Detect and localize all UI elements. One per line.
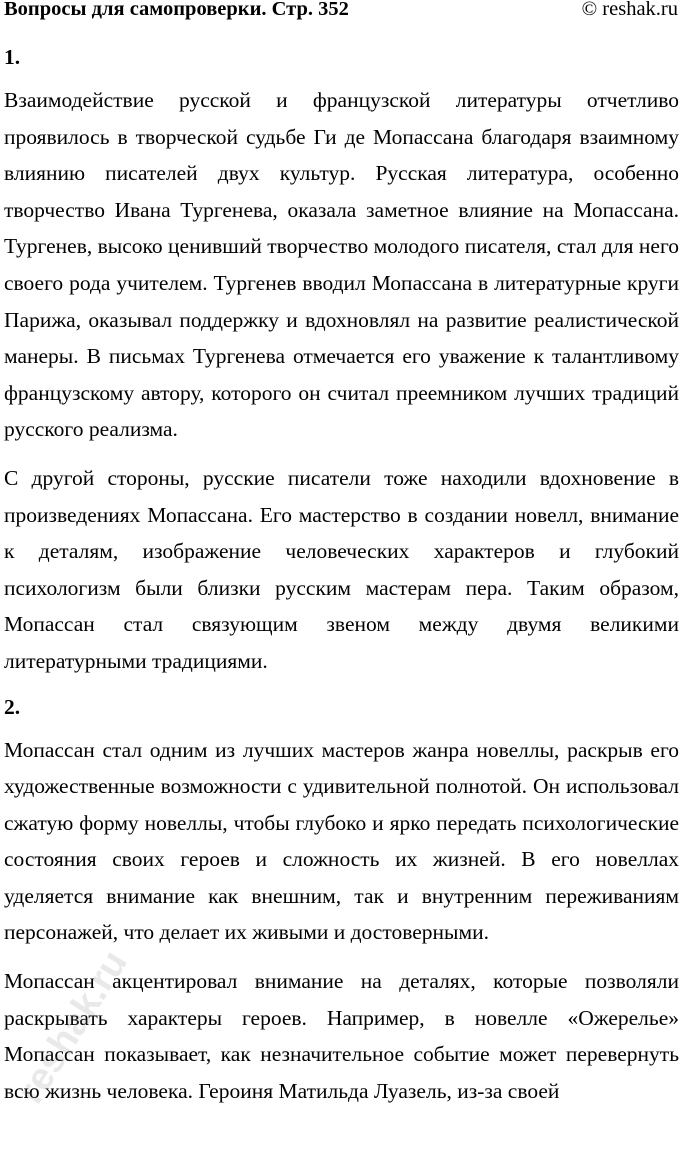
- page-header: [4, 0, 678, 30]
- question-section: [4, 692, 679, 1110]
- page-title: Вопросы для самопроверки. Стр. 352: [4, 0, 349, 20]
- answer-paragraph: С другой стороны, русские писатели тоже находили вдохновение в произведениях Мопассана. Его мастерство в создании новелл, внимание к деталям, изображение человеческих характеров и глубокий психологизм были близки русским мастерам пера. Таким образом, Мопассан стал связующим звеном между двумя великими литературными традициями.: [4, 465, 679, 673]
- question-number: 2.: [4, 694, 21, 719]
- answer-paragraph: Мопассан стал одним из лучших мастеров жанра новеллы, раскрыв его художественные возможности с удивительной полнотой. Он использовал сжатую форму новеллы, чтобы глубоко и ярко передать психологические состояния своих героев и сложность их жизней. В его новеллах уделяется внимание как внешним, так и внутренним переживаниям персонажей, что делает их живыми и достоверными.: [4, 737, 679, 945]
- answer-paragraph: Взаимодействие русской и французской литературы отчетливо проявилось в творческой судьбе Ги де Мопассана благодаря взаимному влиянию писателей двух культур. Русская литература, особенно творчество Ивана Тургенева, оказала заметное влияние на Мопассана. Тургенев, высоко ценивший творчество молодого писателя, стал для него своего рода учителем. Тургенев вводил Мопассана в литературные круги Парижа, оказывал поддержку и вдохновлял на развитие реалистической манеры. В письмах Тургенева отмечается его уважение к талантливому французскому автору, которого он считал преемником лучших традиций русского реализма.: [4, 88, 679, 442]
- watermark-text: reshak.ru: [9, 943, 136, 1111]
- site-credit: © reshak.ru: [581, 0, 678, 20]
- question-number: 1.: [4, 45, 21, 69]
- answer-paragraph: Мопассан акцентировал внимание на деталях, которые позволяли раскрывать характеры героев. Например, в новелле «Ожерелье» Мопассан показывает, как незначительное событие может перевернуть всю жизнь человека. Героиня Матильда Луазель, из-за своей: [4, 969, 679, 1103]
- document-body: [4, 42, 679, 1121]
- question-section: [4, 42, 679, 680]
